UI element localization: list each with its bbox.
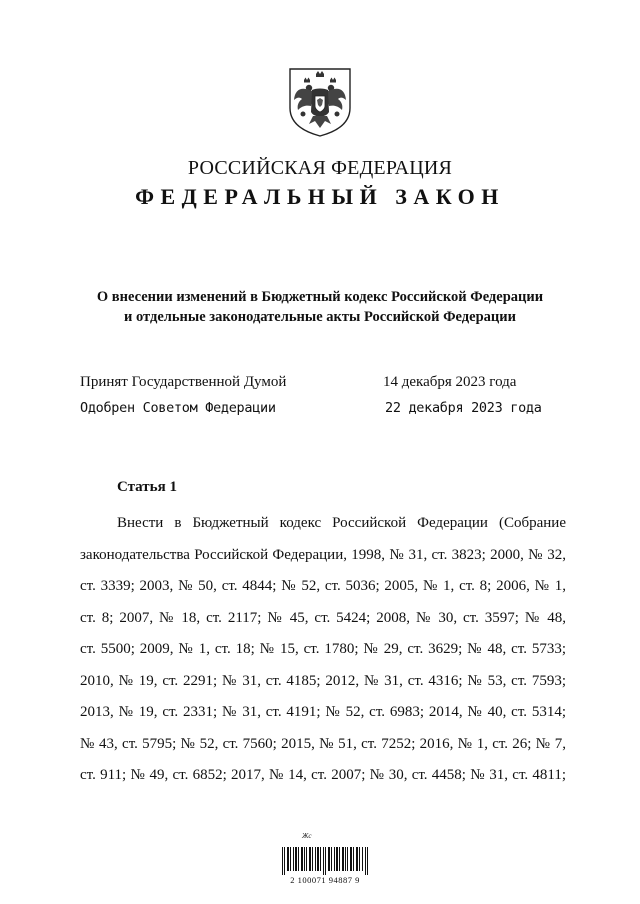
article-text-line: законодательства Российской Федерации, 1998, № 31, ст. 3823; 2000, № 32, [80,546,566,563]
barcode-icon [280,847,370,875]
article-text-line: 2010, № 19, ст. 2291; № 31, ст. 4185; 2012, № 31, ст. 4316; № 53, ст. 7593; [80,672,566,689]
article-text-line: ст. 8; 2007, № 18, ст. 2117; № 45, ст. 5424; 2008, № 30, ст. 3597; № 48, [80,609,566,626]
law-title [0,287,640,327]
law-title-line: и отдельные законодательные акты Российской Федерации [124,309,516,325]
document-barcode [280,832,370,892]
adopted-by-duma-label: Принят Государственной Думой [80,374,287,390]
article-text-line: ст. 911; № 49, ст. 6852; 2017, № 14, ст. 2007; № 30, ст. 4458; № 31, ст. 4811; [80,767,566,783]
article-body [80,513,566,797]
article-text-line: № 43, ст. 5795; № 52, ст. 7560; 2015, № 51, ст. 7252; 2016, № 1, ст. 26; № 7, [80,735,566,752]
article-heading: Статья 1 [117,479,177,495]
article-text-line: 2013, № 19, ст. 2331; № 31, ст. 4191; № 52, ст. 6983; 2014, № 40, ст. 5314; [80,704,566,720]
barcode-number: 2 100071 94887 9 [290,875,360,885]
approved-date: 22 декабря 2023 года [385,400,542,416]
adopted-date: 14 декабря 2023 года [383,374,517,390]
country-name: РОССИЙСКАЯ ФЕДЕРАЦИЯ [187,157,453,179]
coat-of-arms-emblem [287,66,353,138]
law-title-line: О внесении изменений в Бюджетный кодекс Российской Федерации [96,289,544,305]
article-text-line: ст. 5500; 2009, № 1, ст. 18; № 15, ст. 1780; № 29, ст. 3629; № 48, ст. 5733; [80,641,566,657]
document-type-heading: ФЕДЕРАЛЬНЫЙ ЗАКОН [135,184,505,209]
approved-by-council-label: Одобрен Советом Федерации [80,400,276,416]
article-text-line: ст. 3339; 2003, № 50, ст. 4844; № 52, ст. 5036; 2005, № 1, ст. 8; 2006, № 1, [80,578,566,594]
barcode-mark: Жс [302,832,312,840]
article-text-line: Внести в Бюджетный кодекс Российской Федерации (Собрание [117,515,566,531]
